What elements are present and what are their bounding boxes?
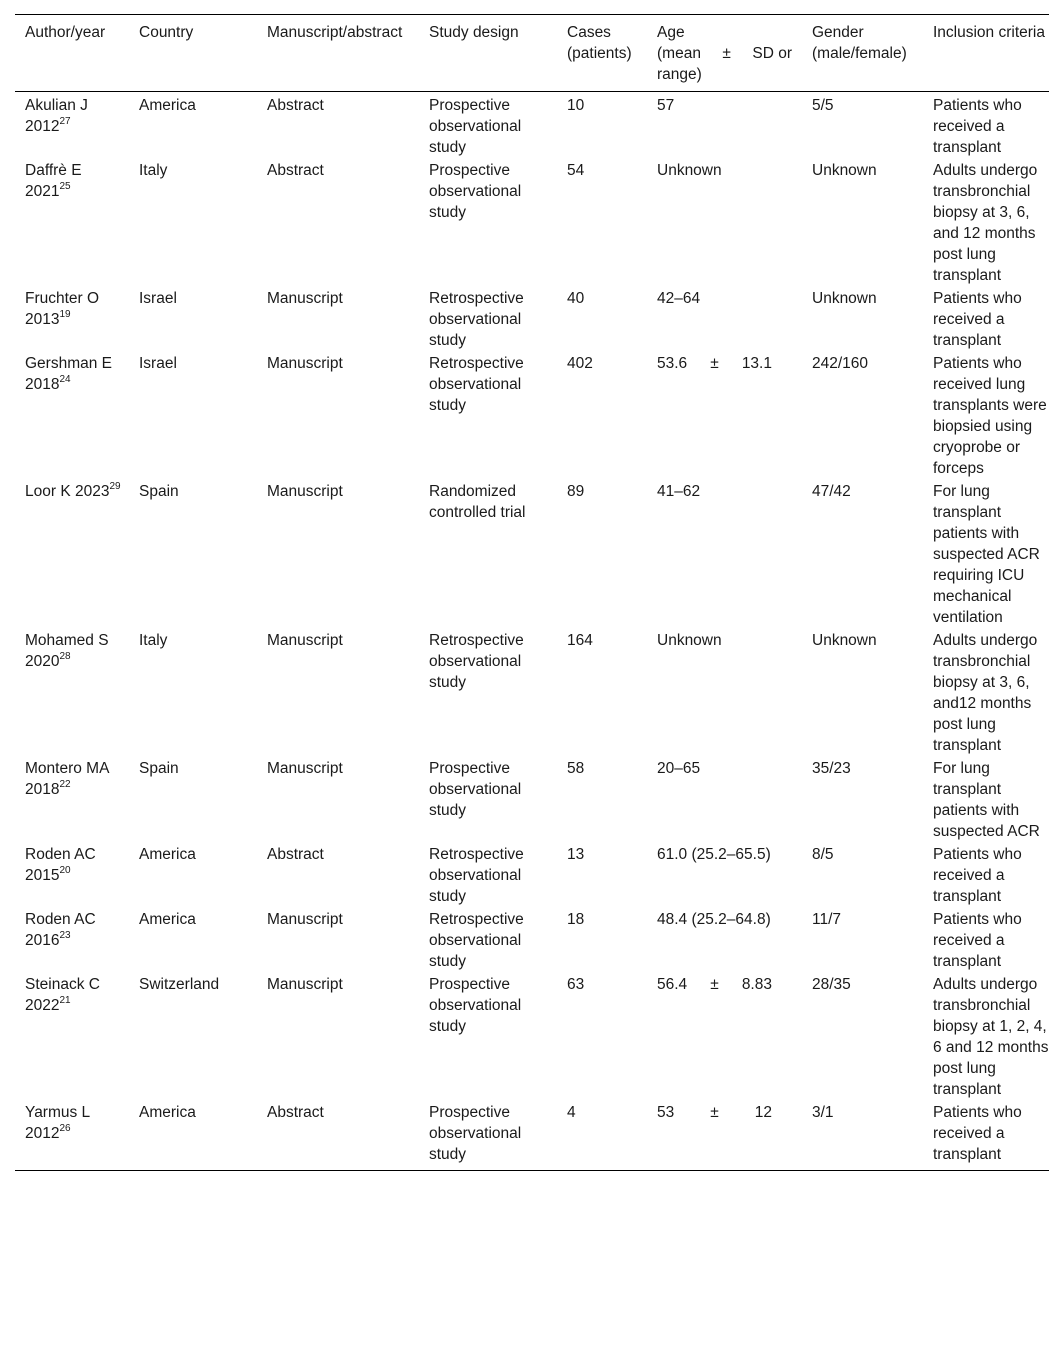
cell-country: Italy [139,162,168,179]
age-sd: 13.1 [741,355,772,372]
age-pm: ± [710,976,719,993]
cell-country: America [139,1104,196,1121]
author-year-text: Gershman E 2018 [25,355,113,393]
reference-number: 26 [59,1122,71,1134]
cell-study-design: Prospective observational study [429,162,522,221]
cell-age: 41–62 [657,483,701,500]
cell-country: Israel [139,355,177,372]
reference-number: 29 [109,480,121,492]
cell-manuscript-abstract: Manuscript [267,976,343,993]
cell-gender: Unknown [812,162,877,179]
cell-gender: 47/42 [812,483,851,500]
age-mean-sd [657,1102,772,1123]
cell-age: Unknown [657,632,722,649]
cell-country: Spain [139,760,179,777]
author-year-text: Roden AC 2016 [25,911,96,949]
author-year-text: Montero MA 2018 [25,760,109,798]
header-age-line2 [657,43,792,64]
cell-gender: 5/5 [812,97,834,114]
reference-number: 27 [59,115,71,127]
cell-cases: 4 [567,1104,576,1121]
cell-age: 61.0 (25.2–65.5) [657,846,771,863]
table-row [15,1101,1049,1171]
cell-gender: Unknown [812,632,877,649]
table-row [15,352,1049,480]
cell-cases: 54 [567,162,585,179]
header-author-year: Author/year [25,24,106,41]
cell-study-design: Retrospective observational study [429,290,524,349]
cell-cases: 63 [567,976,585,993]
table-row [15,287,1049,352]
reference-number: 22 [59,778,71,790]
cell-manuscript-abstract: Manuscript [267,760,343,777]
cell-author-year [15,908,129,973]
cell-cases: 40 [567,290,585,307]
reference-number: 21 [59,994,71,1006]
header-gender: Gender (male/female) [812,24,907,62]
cell-age: 42–64 [657,290,701,307]
cell-inclusion-criteria: For lung transplant patients with suspected ACR requiring ICU mechanical ventilation [933,483,1040,626]
cell-author-year [15,973,129,1101]
cell-author-year [15,159,129,287]
age-mean: 56.4 [657,976,688,993]
cell-gender: 28/35 [812,976,851,993]
cell-gender: 242/160 [812,355,869,372]
cell-country: America [139,911,196,928]
cell-author-year [15,843,129,908]
author-year-text: Mohamed S 2020 [25,632,109,670]
cell-inclusion-criteria: Patients who received a transplant [933,97,1022,156]
cell-manuscript-abstract: Manuscript [267,911,343,928]
cell-study-design: Prospective observational study [429,976,522,1035]
cell-author-year [15,352,129,480]
author-year-text: Fruchter O 2013 [25,290,100,328]
cell-inclusion-criteria: Adults undergo transbronchial biopsy at 3, 6, and 12 months post lung transplant [933,162,1038,284]
cell-inclusion-criteria: Adults undergo transbronchial biopsy at 1, 2, 4, 6 and 12 months post lung transplant [933,976,1049,1098]
age-sd: 12 [754,1104,772,1121]
cell-gender: 35/23 [812,760,851,777]
cell-country: Italy [139,632,168,649]
cell-study-design: Retrospective observational study [429,355,524,414]
cell-study-design: Prospective observational study [429,1104,522,1163]
table-row [15,92,1049,160]
table-body [15,92,1049,1171]
reference-number: 28 [59,650,71,662]
cell-study-design: Randomized controlled trial [429,483,526,521]
cell-age [647,352,802,480]
cell-author-year [15,480,129,629]
header-age [647,15,802,92]
cell-country: Switzerland [139,976,220,993]
cell-age: 48.4 (25.2–64.8) [657,911,771,928]
reference-number: 23 [59,929,71,941]
cell-study-design: Retrospective observational study [429,911,524,970]
cell-inclusion-criteria: Adults undergo transbronchial biopsy at 3, 6, and12 months post lung transplant [933,632,1038,754]
cell-author-year [15,287,129,352]
cell-cases: 13 [567,846,585,863]
cell-study-design: Retrospective observational study [429,632,524,691]
age-pm: ± [710,1104,719,1121]
cell-cases: 18 [567,911,585,928]
age-pm: ± [710,355,719,372]
cell-study-design: Prospective observational study [429,760,522,819]
cell-manuscript-abstract: Manuscript [267,483,343,500]
reference-number: 20 [59,864,71,876]
cell-gender: Unknown [812,290,877,307]
header-age-line3: range) [657,66,702,83]
cell-inclusion-criteria: For lung transplant patients with suspected ACR [933,760,1040,840]
cell-gender: 3/1 [812,1104,834,1121]
header-age-pm: ± [722,45,731,62]
cell-inclusion-criteria: Patients who received a transplant [933,846,1022,905]
table-row [15,908,1049,973]
table-header [15,15,1049,92]
cell-cases: 89 [567,483,585,500]
study-characteristics-table [15,14,1049,1171]
cell-cases: 402 [567,355,593,372]
table-row [15,757,1049,843]
cell-country: America [139,97,196,114]
cell-manuscript-abstract: Manuscript [267,290,343,307]
age-sd: 8.83 [741,976,772,993]
cell-manuscript-abstract: Abstract [267,1104,324,1121]
table-row [15,159,1049,287]
cell-manuscript-abstract: Abstract [267,97,324,114]
header-row [15,15,1049,92]
cell-gender: 8/5 [812,846,834,863]
cell-author-year [15,1101,129,1171]
age-mean-sd [657,974,772,995]
cell-cases: 10 [567,97,585,114]
cell-age [647,1101,802,1171]
cell-inclusion-criteria: Patients who received a transplant [933,290,1022,349]
cell-cases: 164 [567,632,593,649]
header-age-line1: Age [657,24,685,41]
reference-number: 19 [59,308,71,320]
cell-age: 57 [657,97,675,114]
cell-age [647,973,802,1101]
header-cases: Cases (patients) [567,24,632,62]
header-study-design: Study design [429,24,519,41]
header-inclusion-criteria: Inclusion criteria [933,24,1045,41]
cell-author-year [15,629,129,757]
author-year-text: Steinack C 2022 [25,976,100,1014]
cell-age: Unknown [657,162,722,179]
cell-manuscript-abstract: Abstract [267,846,324,863]
cell-author-year [15,92,129,160]
cell-study-design: Prospective observational study [429,97,522,156]
author-year-text: Daffrè E 2021 [25,162,82,200]
table-row [15,843,1049,908]
header-age-mean: (mean [657,45,701,62]
cell-study-design: Retrospective observational study [429,846,524,905]
table-row [15,973,1049,1101]
cell-manuscript-abstract: Abstract [267,162,324,179]
age-mean: 53 [657,1104,675,1121]
table-row [15,480,1049,629]
age-mean-sd [657,353,772,374]
cell-country: Spain [139,483,179,500]
reference-number: 25 [59,180,71,192]
cell-inclusion-criteria: Patients who received lung transplants were biopsied using cryoprobe or forceps [933,355,1047,477]
cell-country: America [139,846,196,863]
author-year-text: Roden AC 2015 [25,846,96,884]
cell-manuscript-abstract: Manuscript [267,632,343,649]
reference-number: 24 [59,373,71,385]
author-year-text: Loor K 2023 [25,483,110,500]
cell-author-year [15,757,129,843]
author-year-text: Akulian J 2012 [25,97,88,135]
author-year-text: Yarmus L 2012 [25,1104,90,1142]
cell-country: Israel [139,290,177,307]
cell-gender: 11/7 [812,911,842,928]
age-mean: 53.6 [657,355,688,372]
cell-inclusion-criteria: Patients who received a transplant [933,1104,1022,1163]
cell-manuscript-abstract: Manuscript [267,355,343,372]
header-manuscript-abstract: Manuscript/abstract [267,24,403,41]
header-country: Country [139,24,194,41]
table-row [15,629,1049,757]
header-age-sd: SD or [752,45,792,62]
cell-inclusion-criteria: Patients who received a transplant [933,911,1022,970]
cell-age: 20–65 [657,760,701,777]
cell-cases: 58 [567,760,585,777]
